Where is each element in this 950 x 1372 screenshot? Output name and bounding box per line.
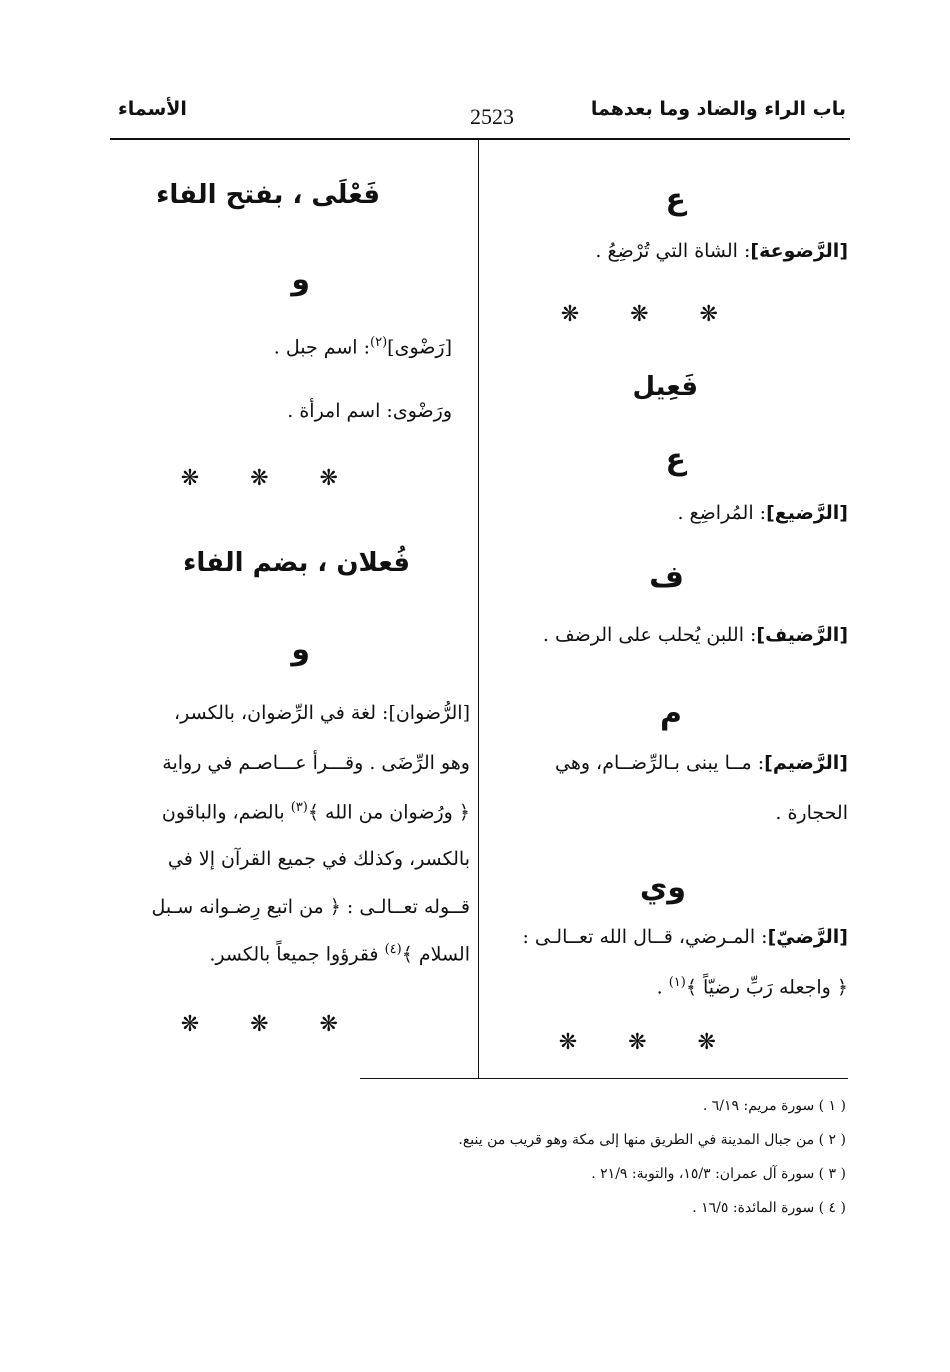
chapter-title: باب الراء والضاد وما بعدهما bbox=[590, 98, 846, 120]
footnote-1: ( ١ ) سورة مريم: ٦/١٩ . bbox=[702, 1098, 846, 1114]
letter-heading-fa: ف bbox=[649, 560, 684, 595]
letter-heading-ain: ع bbox=[665, 442, 686, 477]
entry-definition: : اللبن يُحلب على الرضف . bbox=[542, 624, 757, 646]
footnote-2: ( ٢ ) من جبال المدينة في الطريق منها إلى مكة وهو قريب من ينبع. bbox=[458, 1132, 846, 1148]
letter-heading-waw: و bbox=[291, 632, 310, 667]
entry-radwa-woman: ورَضْوى: اسم امرأة . bbox=[287, 400, 452, 422]
letter-heading-wy: وي bbox=[639, 870, 686, 905]
paragraph-text: بالضم، والباقون bbox=[161, 801, 285, 824]
separator-stars: ❋ ❋ ❋ bbox=[180, 1012, 360, 1037]
entry-radua bbox=[595, 242, 848, 261]
entry-headword: [الرَّضيّ] bbox=[767, 926, 848, 948]
page-number: 2523 bbox=[470, 104, 514, 129]
section-heading-fala: فَعْلَى ، بفتح الفاء bbox=[156, 180, 380, 210]
footnote-ref: (٤) bbox=[384, 942, 402, 957]
entry-radim-continued: الحجارة . bbox=[775, 802, 848, 824]
entry-definition: : مــا يبنى بـالرِّضــام، وهي bbox=[554, 752, 765, 774]
paragraph-line: قــوله تعــالـى : ﴿ من اتبع رِضـوانه سـبل bbox=[151, 896, 470, 918]
paragraph-line bbox=[162, 800, 470, 823]
entry-headword: [رَضْوى] bbox=[387, 336, 452, 359]
footnote-ref: (٣) bbox=[290, 800, 308, 815]
entry-radi bbox=[677, 504, 848, 523]
entry-headword: [الرَّضوعة] bbox=[750, 240, 848, 262]
paragraph-line bbox=[209, 942, 470, 965]
letter-heading-waw: و bbox=[291, 262, 310, 297]
entry-radif bbox=[543, 626, 848, 645]
footnote-3: ( ٣ ) سورة آل عمران: ١٥/٣، والتوبة: ٢١/٩ . bbox=[591, 1166, 846, 1182]
separator-stars: ❋ ❋ ❋ bbox=[558, 1030, 738, 1055]
letter-heading-ain: ع bbox=[665, 182, 686, 217]
entry-radiy-quote bbox=[657, 976, 848, 997]
entry-radim bbox=[555, 754, 848, 773]
separator-stars: ❋ ❋ ❋ bbox=[560, 302, 740, 327]
quran-quote: السلام ﴾ bbox=[401, 943, 470, 966]
letter-heading-mim: م bbox=[660, 696, 682, 731]
quran-quote: ﴿ واجعله رَبِّ رضيّاً ﴾ bbox=[685, 976, 848, 999]
footnote-ref: (٢) bbox=[370, 335, 388, 350]
entry-radiy bbox=[522, 928, 848, 947]
paragraph-text: فقرؤوا جميعاً بالكسر. bbox=[209, 943, 379, 966]
entry-radwa bbox=[274, 336, 452, 357]
entry-headword: [الرَّضيم] bbox=[764, 752, 848, 774]
period: . bbox=[656, 976, 663, 999]
quran-quote: ﴿ ورُضوان من الله ﴾ bbox=[307, 801, 470, 824]
entry-headword: [الرَّضيف] bbox=[756, 624, 848, 646]
entry-definition: : المـرضي، قــال الله تعــالـى : bbox=[522, 926, 768, 948]
paragraph-line: وهو الرِّضَى . وقـــرأ عـــاصـم في رواية bbox=[162, 752, 470, 774]
column-separator bbox=[478, 140, 479, 1078]
footnote-ref: (١) bbox=[668, 975, 686, 990]
paragraph-line: بالكسر، وكذلك في جميع القرآن إلا في bbox=[167, 848, 470, 870]
entry-definition: : المُراضِع . bbox=[677, 502, 767, 524]
section-heading-fail: فَعِيل bbox=[632, 372, 698, 402]
section-heading-fulan: فُعلان ، بضم الفاء bbox=[183, 548, 410, 578]
section-title: الأسماء bbox=[118, 98, 187, 120]
entry-headword: [الرَّضيع] bbox=[766, 502, 848, 524]
header-rule bbox=[110, 138, 850, 140]
paragraph-line: [الرُّضوان]: لغة في الرِّضوان، بالكسر، bbox=[174, 702, 470, 724]
footnote-rule bbox=[360, 1078, 848, 1079]
entry-definition: : اسم جبل . bbox=[273, 336, 371, 359]
footnote-4: ( ٤ ) سورة المائدة: ١٦/٥ . bbox=[692, 1200, 846, 1216]
entry-definition: : الشاة التي تُرْضِعُ . bbox=[595, 240, 751, 262]
separator-stars: ❋ ❋ ❋ bbox=[180, 466, 360, 491]
